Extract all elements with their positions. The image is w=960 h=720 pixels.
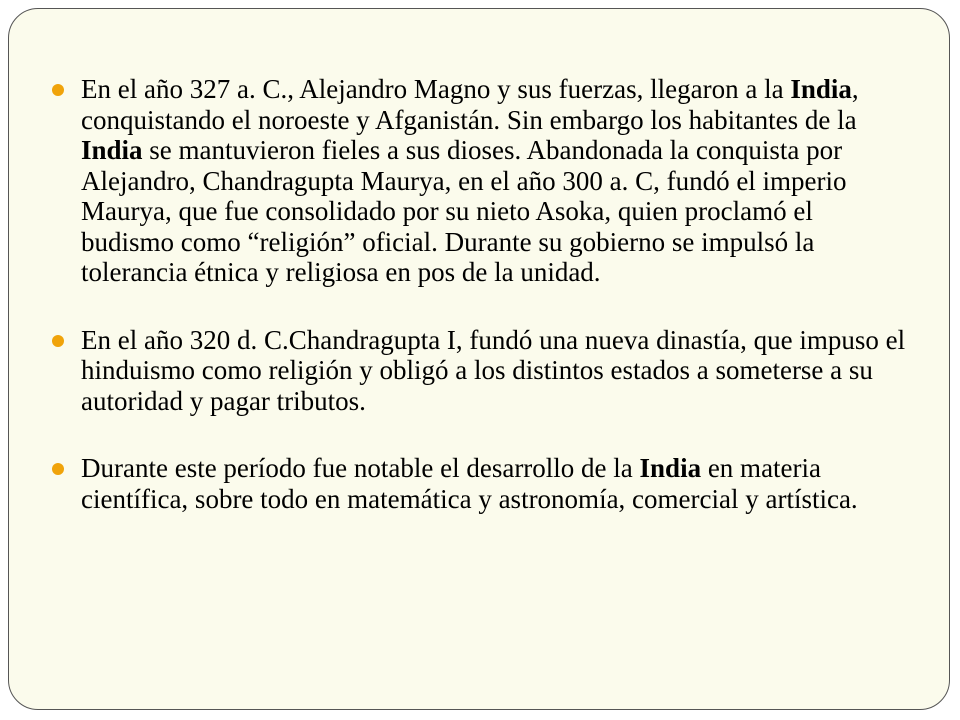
bullet-item xyxy=(52,325,912,417)
text-segment: Durante este período fue notable el desarrollo de la xyxy=(81,453,640,483)
text-segment: se mantuvieron fieles a sus dioses. Abandonada la conquista por Alejandro, Chandragupta Maurya, en el año 300 a. C, fundó el imperio Maurya, que fue consolidado por su nieto Asoka, quien proclamó el budismo como “religión” oficial. Durante su gobierno se impulsó la tolerancia étnica y religiosa en pos de la unidad. xyxy=(81,135,847,287)
bullet-item xyxy=(52,74,912,288)
bullet-list xyxy=(52,74,912,514)
bullet-dot-icon xyxy=(52,335,64,347)
bullet-text xyxy=(81,325,912,417)
bullet-dot-icon xyxy=(52,463,64,475)
text-segment: en materia científica, sobre todo en matemática y astronomía, comercial y artística. xyxy=(81,453,858,514)
text-segment: En el año 327 a. C., Alejandro Magno y sus fuerzas, llegaron a la xyxy=(81,74,791,104)
text-segment-bold: India xyxy=(639,453,702,483)
text-segment-bold: India xyxy=(790,74,852,104)
bullet-item xyxy=(52,453,912,514)
bullet-text xyxy=(81,453,912,514)
text-segment: , conquistando el noroeste y Afganistán. Sin embargo los habitantes de la xyxy=(81,74,859,135)
bullet-dot-icon xyxy=(52,84,64,96)
text-segment-bold: India xyxy=(81,135,143,165)
text-segment: En el año 320 d. C.Chandragupta I, fundó una nueva dinastía, que impuso el hinduismo como religión y obligó a los distintos estados a someterse a su autoridad y pagar tributos. xyxy=(81,324,906,416)
bullet-text xyxy=(81,74,912,288)
